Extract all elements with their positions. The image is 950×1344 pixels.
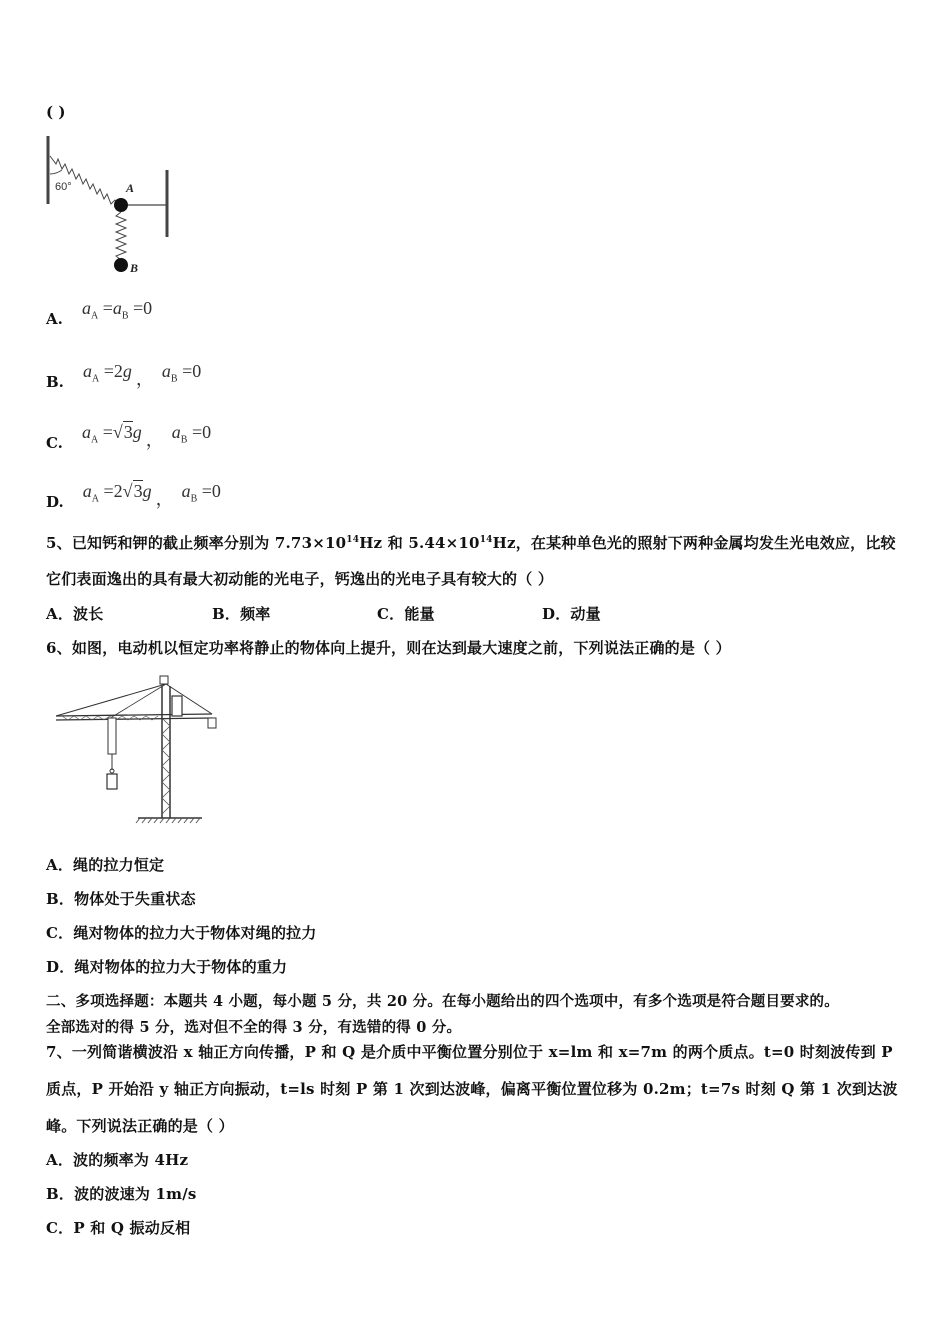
q4-option-c: C. $a_A =√3g$ ， $a_B =0$	[46, 422, 212, 452]
q4-option-a-formula: $a_A =a_B =0$	[81, 298, 153, 322]
hoist-trolley	[108, 718, 116, 754]
counterweight	[208, 718, 216, 728]
q5-stem-line2: 它们表面逸出的具有最大初动能的光电子，钙逸出的光电子具有较大的（ ）	[46, 570, 554, 588]
section2-heading-line2: 全部选对的得 5 分，选对但不全的得 3 分，有选错的得 0 分。	[46, 1019, 462, 1036]
q5-option-b: B．频率	[212, 605, 271, 623]
q6-option-c: C．绳对物体的拉力大于物体对绳的拉力	[46, 924, 317, 942]
label-a: A	[126, 181, 135, 195]
tower-crane-figure	[52, 674, 222, 826]
q7-stem-line1: 7、一列简谐横波沿 x 轴正方向传播，P 和 Q 是介质中平衡位置分别位于 x=lm 和 x=7m 的两个质点。t=0 时刻波传到 P	[46, 1043, 893, 1061]
q6-option-b: B．物体处于失重状态	[46, 890, 196, 908]
q6-stem: 6、如图，电动机以恒定功率将静止的物体向上提升，则在达到最大速度之前，下列说法正确的是（ ）	[46, 639, 731, 657]
q5-option-a: A．波长	[46, 605, 104, 623]
q4-option-a: A. $a_A =a_B =0$	[46, 298, 153, 328]
q7-option-a: A．波的频率为 4Hz	[46, 1151, 189, 1169]
angle-arc	[50, 170, 62, 174]
q7-stem-line2: 质点，P 开始沿 y 轴正方向振动，t=ls 时刻 P 第 1 次到达波峰，偏离平衡位置位移为 0.2m；t=7s 时刻 Q 第 1 次到达波	[46, 1080, 898, 1098]
q4-option-d: D. $a_A =2√3g$ ， $a_B =0$	[46, 481, 221, 511]
q7-option-b: B．波的波速为 1m/s	[46, 1185, 197, 1203]
question-bracket: ( )	[46, 103, 66, 121]
ball-b	[114, 258, 128, 272]
tie-rod-left	[56, 684, 166, 716]
section2-heading-line1: 二、多项选择题：本题共 4 小题，每小题 5 分，共 20 分。在每小题给出的四个选项中，有多个选项是符合题目要求的。	[46, 993, 839, 1010]
tie-rod-mid	[112, 684, 166, 717]
q5-option-c: C．能量	[377, 605, 435, 623]
q6-option-a: A．绳的拉力恒定	[46, 856, 165, 874]
mast-lattice	[162, 718, 170, 814]
q4-option-c-formula: $a_A =√3g$ ， $a_B =0$	[82, 422, 212, 450]
label-b: B	[130, 261, 139, 275]
spring-ball-figure	[40, 132, 180, 277]
ball-a	[114, 198, 128, 212]
angle-label: 60°	[55, 181, 72, 193]
motor-box	[172, 696, 182, 716]
q6-option-d: D．绳对物体的拉力大于物体的重力	[46, 958, 288, 976]
q4-option-d-formula: $a_A =2√3g$ ， $a_B =0$	[82, 481, 221, 509]
q4-option-b-formula: $a_A =2g$ ， $a_B =0$	[83, 361, 202, 389]
load-object	[107, 774, 117, 789]
vertical-spring	[116, 212, 126, 260]
q5-stem-line1: 5、已知钙和钾的截止频率分别为 $7.73\times 10^{14}Hz$ 和 $5.44\times 10^{14}Hz$，在某种单色光的照射下两种金属均发生光电效应，比较	[46, 534, 896, 552]
q4-option-b: B. $a_A =2g$ ， $a_B =0$	[46, 361, 202, 391]
q7-option-c: C．P 和 Q 振动反相	[46, 1219, 191, 1237]
q5-option-d: D．动量	[542, 605, 601, 623]
mast-top-cap	[160, 676, 168, 684]
q7-stem-line3: 峰。下列说法正确的是（ ）	[46, 1117, 234, 1135]
